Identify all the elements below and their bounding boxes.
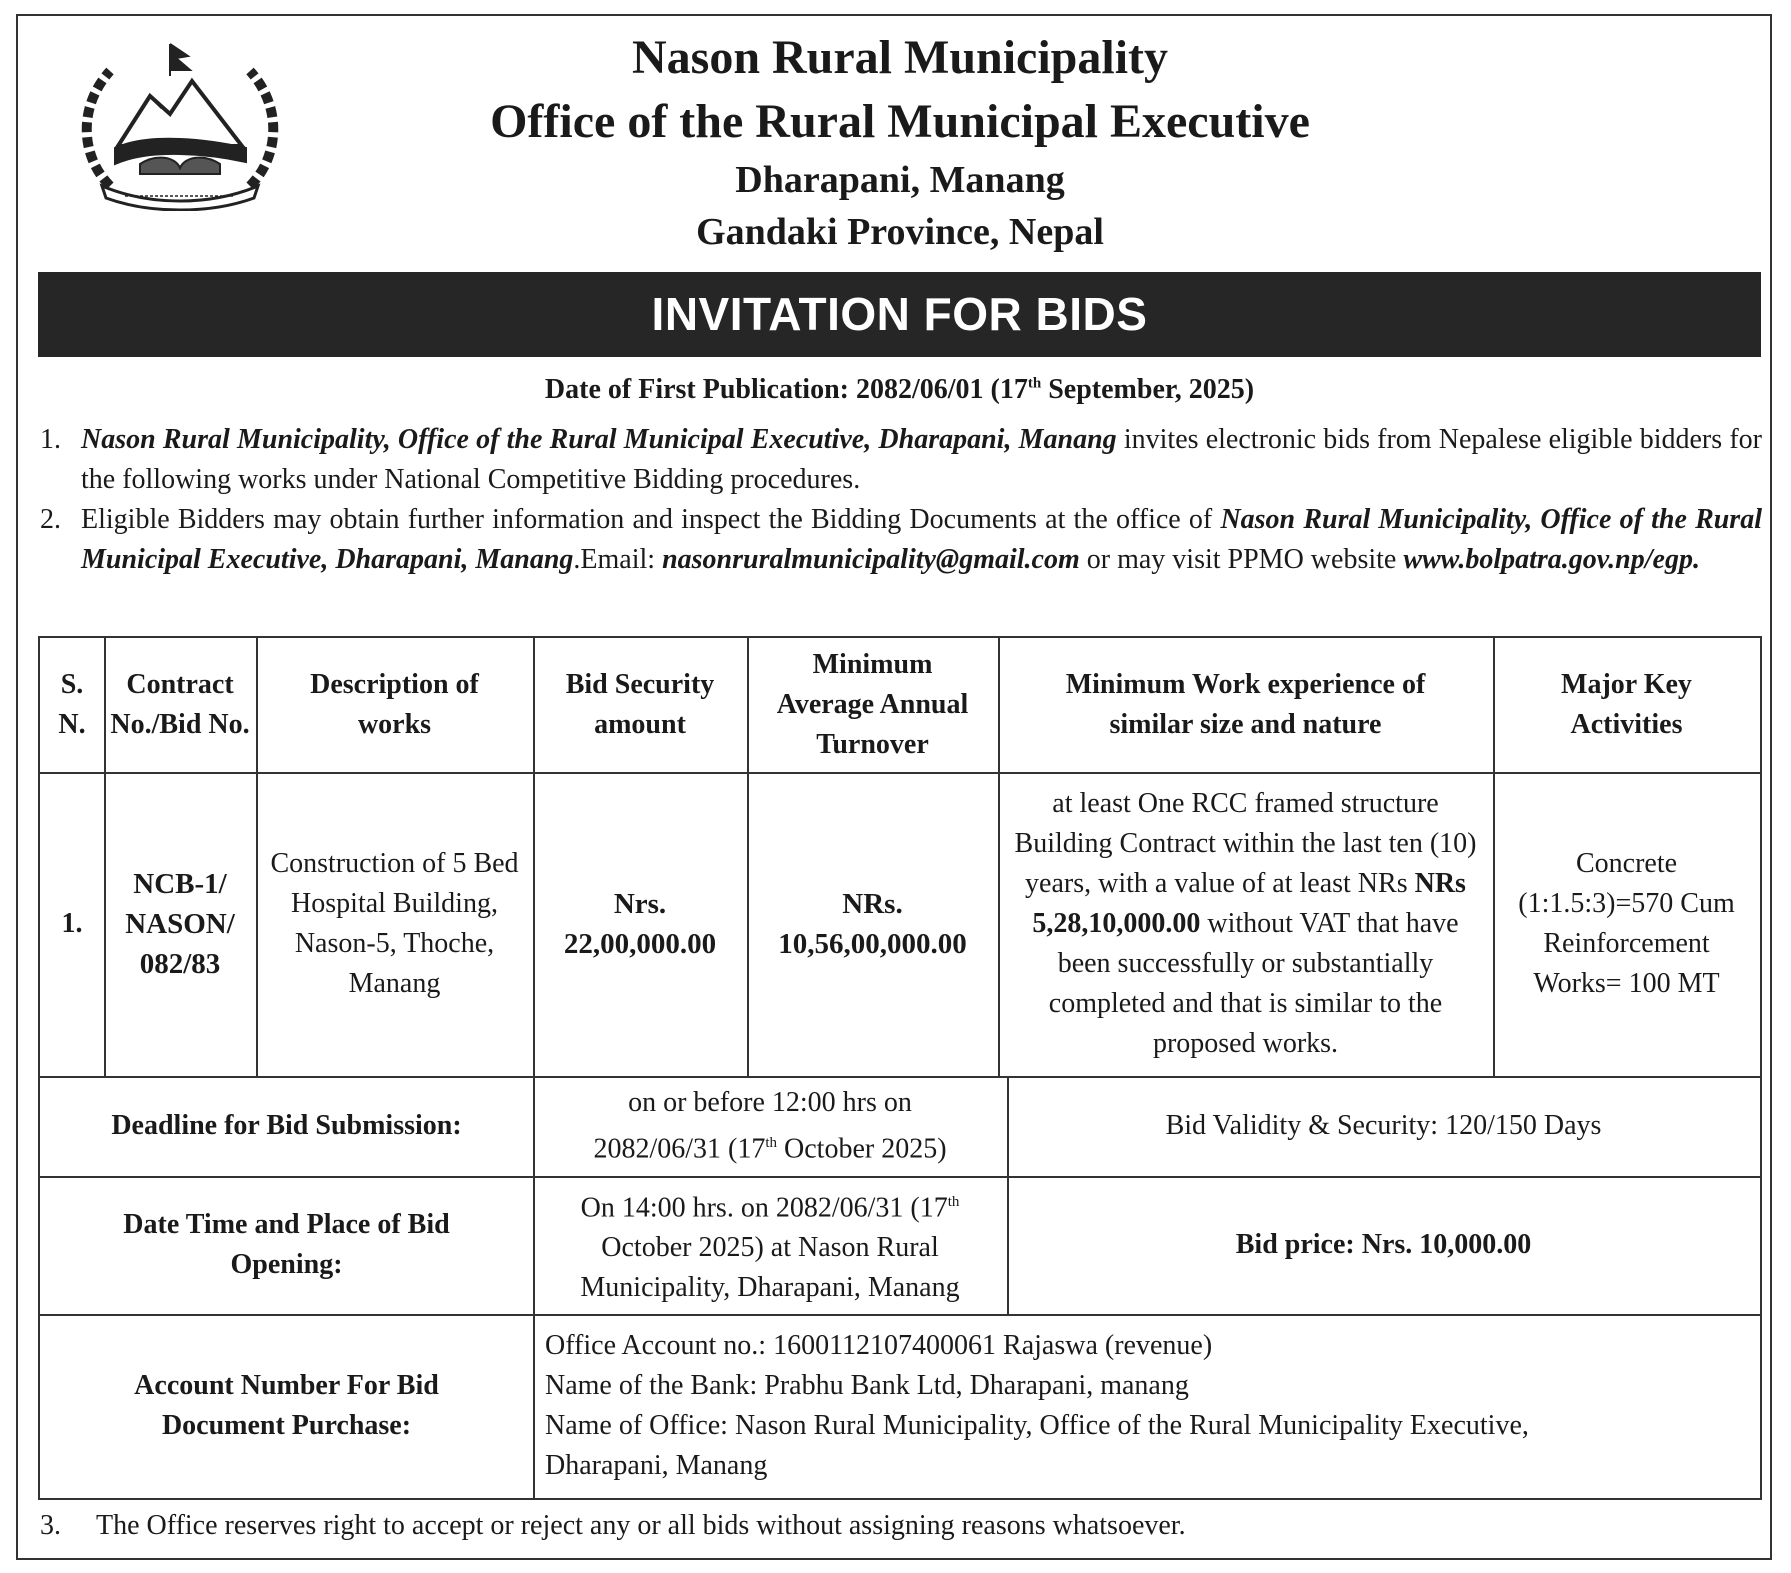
paragraph-1-number: 1. xyxy=(40,424,61,455)
opening-value xyxy=(533,1176,1007,1314)
bank-name: Name of the Bank: Prabhu Bank Ltd, Dharapani, manang xyxy=(545,1370,1189,1401)
row-experience-value: NRs 5,28,10,000.00 xyxy=(1032,868,1466,939)
publication-date-sup: th xyxy=(1027,375,1042,392)
header-activities: Major Key Activities xyxy=(1561,669,1692,740)
publication-date-prefix: Date of First Publication: 2082/06/01 (17 xyxy=(544,374,1028,405)
row-experience xyxy=(998,772,1493,1076)
office-name-line: Name of Office: Nason Rural Municipality, Office of the Rural Municipality Executive, xyxy=(545,1410,1529,1441)
header-turnover: Minimum Average Annual Turnover xyxy=(776,649,969,760)
header-bid-security: Bid Security amount xyxy=(565,669,715,740)
header-experience: Minimum Work experience of similar size and nature xyxy=(1065,669,1426,740)
paragraph-1-office: Nason Rural Municipality, Office of the Rural Municipal Executive, Dharapani, Manang xyxy=(81,424,1117,455)
ppmo-website-link[interactable]: www.bolpatra.gov.np/egp. xyxy=(1403,544,1700,575)
office-location: Dharapani, Manang xyxy=(735,159,1065,201)
account-label: Account Number For Bid Document Purchase: xyxy=(134,1370,439,1441)
paragraph-3-number: 3. xyxy=(40,1510,61,1541)
paragraph-2-text-c: or may visit PPMO website xyxy=(1079,544,1404,575)
publication-date-suffix: September, 2025) xyxy=(1041,374,1255,405)
deadline-label: Deadline for Bid Submission: xyxy=(111,1110,462,1141)
opening-value-sup: th xyxy=(947,1193,960,1210)
paragraph-3-text: The Office reserves right to accept or reject any or all bids without assigning reasons whatsoever. xyxy=(96,1510,1186,1541)
opening-value-a: On 14:00 hrs. on 2082/06/31 (17 xyxy=(580,1192,948,1224)
deadline-value-b: October 2025) xyxy=(777,1133,947,1165)
paragraph-2 xyxy=(36,500,1762,580)
header-sn: S. N. xyxy=(58,669,86,740)
email-link[interactable]: nasonruralmunicipality@gmail.com xyxy=(662,544,1080,575)
row-turnover: NRs. 10,56,00,000.00 xyxy=(778,888,967,960)
paragraph-2-office: Nason Rural Municipality, Office of the Rural Municipal Executive, Dharapani, Manang xyxy=(81,504,1762,575)
row-experience-a: at least One RCC framed structure Building Contract within the last ten (10) years, with a value of at least NRs xyxy=(1014,788,1477,899)
paragraph-2-text-b: .Email: xyxy=(573,544,663,575)
row-sn: 1. xyxy=(61,908,83,939)
account-number: Office Account no.: 1600112107400061 Rajaswa (revenue) xyxy=(545,1330,1213,1361)
province-country: Gandaki Province, Nepal xyxy=(696,211,1104,253)
paragraph-1-text: invites electronic bids from Nepalese eligible bidders for the following works under National Competitive Bidding procedures. xyxy=(81,424,1762,495)
deadline-value-sup: th xyxy=(765,1134,778,1151)
row-description: Construction of 5 Bed Hospital Building, Nason-5, Thoche, Manang xyxy=(270,848,519,999)
deadline-value xyxy=(533,1076,1007,1176)
paragraph-2-number: 2. xyxy=(40,504,61,535)
invitation-banner: INVITATION FOR BIDS xyxy=(38,272,1761,357)
bids-table xyxy=(38,636,1762,1500)
paragraph-2-text-a: Eligible Bidders may obtain further information and inspect the Bidding Documents at the office of xyxy=(81,504,1221,535)
nepal-government-emblem-icon xyxy=(70,36,290,211)
row-bid-security: Nrs. 22,00,000.00 xyxy=(563,888,717,960)
bid-price: Bid price: Nrs. 10,000.00 xyxy=(1235,1229,1532,1260)
office-name: Office of the Rural Municipal Executive xyxy=(490,95,1310,148)
paragraph-3 xyxy=(36,1506,1762,1546)
paragraph-1 xyxy=(36,420,1762,500)
header-description: Description of works xyxy=(310,669,479,740)
deadline-value-a: on or before 12:00 hrs on 2082/06/31 (17 xyxy=(593,1086,912,1165)
row-contract-no: NCB-1/ NASON/ 082/83 xyxy=(125,868,235,980)
row-activities: Concrete (1:1.5:3)=570 Cum Reinforcement Works= 100 MT xyxy=(1518,848,1735,999)
municipality-name: Nason Rural Municipality xyxy=(631,31,1169,84)
opening-label: Date Time and Place of Bid Opening: xyxy=(123,1209,450,1280)
header-contract-no: Contract No./Bid No. xyxy=(110,669,250,740)
account-details xyxy=(533,1314,1760,1498)
row-experience-b: without VAT that have been successfully or substantially completed and that is similar to the proposed works. xyxy=(1048,908,1459,1059)
office-location-line: Dharapani, Manang xyxy=(545,1450,768,1481)
opening-value-b: October 2025) at Nason Rural Municipality, Dharapani, Manang xyxy=(580,1232,960,1304)
bid-validity: Bid Validity & Security: 120/150 Days xyxy=(1165,1110,1602,1141)
publication-date xyxy=(38,374,1761,406)
